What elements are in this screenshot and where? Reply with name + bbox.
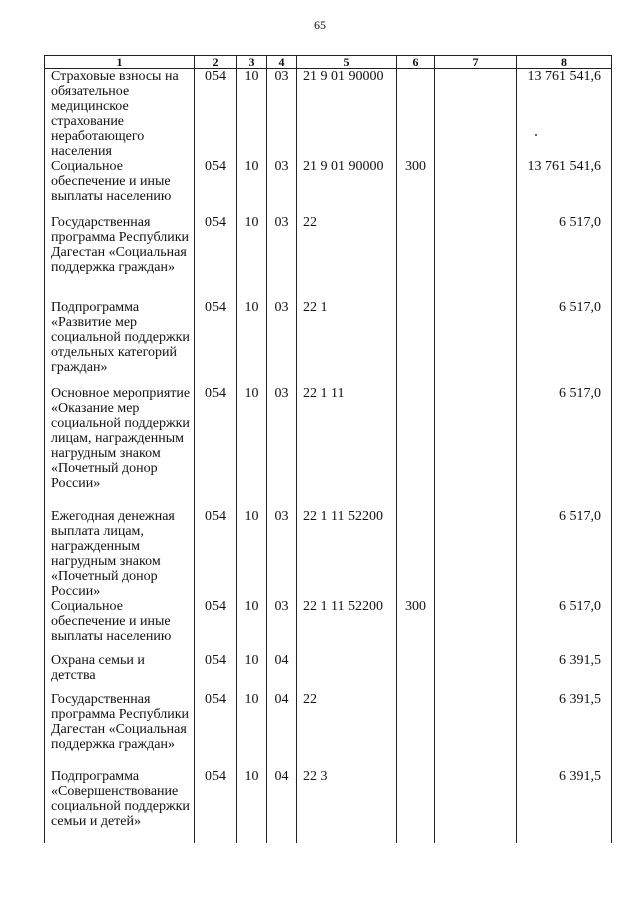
row-col7: [435, 300, 517, 386]
row-subsection: 03: [267, 599, 297, 653]
row-name: Подпрограмма «Совершенствование социальной поддержки семьи и детей»: [45, 769, 195, 843]
row-expense-type: 300: [397, 159, 435, 215]
row-grbs: 054: [195, 386, 237, 509]
row-col7: [435, 215, 517, 300]
row-expense-type: [397, 509, 435, 599]
row-expense-type: [397, 215, 435, 300]
header-row: [45, 56, 612, 69]
row-name: Государственная программа Республики Дагестан «Социальная поддержка граждан»: [45, 692, 195, 769]
header-col-6: 6: [397, 56, 435, 69]
row-grbs: 054: [195, 215, 237, 300]
row-subsection: 03: [267, 300, 297, 386]
row-amount: 6 391,5: [517, 769, 612, 843]
row-grbs: 054: [195, 692, 237, 769]
row-amount: 6 517,0: [517, 509, 612, 599]
header-col-3: 3: [237, 56, 267, 69]
table-row: [45, 599, 612, 653]
table-row: [45, 215, 612, 300]
row-subsection: 03: [267, 159, 297, 215]
row-subsection: 03: [267, 69, 297, 160]
row-name: Государственная программа Республики Дагестан «Социальная поддержка граждан»: [45, 215, 195, 300]
row-grbs: 054: [195, 599, 237, 653]
row-target-article: 22 1 11 52200: [297, 509, 397, 599]
row-name: Социальное обеспечение и иные выплаты населению: [45, 159, 195, 215]
row-col7: [435, 159, 517, 215]
row-target-article: [297, 653, 397, 692]
row-col7: [435, 769, 517, 843]
row-col7: [435, 692, 517, 769]
row-expense-type: [397, 300, 435, 386]
table-row: [45, 509, 612, 599]
table-row: [45, 769, 612, 843]
page-number: 65: [314, 18, 326, 32]
header-col-8: 8: [517, 56, 612, 69]
row-subsection: 04: [267, 692, 297, 769]
row-amount: 6 517,0: [517, 599, 612, 653]
table-row: [45, 69, 612, 160]
table-row: [45, 653, 612, 692]
row-section: 10: [237, 769, 267, 843]
row-expense-type: [397, 386, 435, 509]
row-target-article: 22 1 11: [297, 386, 397, 509]
row-col7: [435, 599, 517, 653]
row-name: Охрана семьи и детства: [45, 653, 195, 692]
row-subsection: 04: [267, 653, 297, 692]
row-name: Подпрограмма «Развитие мер социальной поддержки отдельных категорий граждан»: [45, 300, 195, 386]
header-col-2: 2: [195, 56, 237, 69]
row-subsection: 03: [267, 215, 297, 300]
row-subsection: 03: [267, 386, 297, 509]
row-amount: 6 391,5: [517, 692, 612, 769]
row-expense-type: [397, 692, 435, 769]
scan-speck: [535, 134, 537, 136]
budget-table: [44, 55, 612, 843]
row-amount: 6 391,5: [517, 653, 612, 692]
row-target-article: 21 9 01 90000: [297, 159, 397, 215]
row-amount: 6 517,0: [517, 215, 612, 300]
row-expense-type: [397, 769, 435, 843]
row-target-article: 22 1 11 52200: [297, 599, 397, 653]
row-target-article: 22 3: [297, 769, 397, 843]
row-col7: [435, 386, 517, 509]
header-col-7: 7: [435, 56, 517, 69]
row-section: 10: [237, 692, 267, 769]
row-grbs: 054: [195, 69, 237, 160]
row-section: 10: [237, 509, 267, 599]
header-col-1: 1: [45, 56, 195, 69]
row-amount: 6 517,0: [517, 300, 612, 386]
row-target-article: 22: [297, 692, 397, 769]
row-col7: [435, 653, 517, 692]
row-section: 10: [237, 386, 267, 509]
row-col7: [435, 509, 517, 599]
row-grbs: 054: [195, 653, 237, 692]
row-name: Ежегодная денежная выплата лицам, награжденным нагрудным знаком «Почетный донор России»: [45, 509, 195, 599]
row-target-article: 22: [297, 215, 397, 300]
row-amount: 13 761 541,6: [517, 69, 612, 160]
row-grbs: 054: [195, 159, 237, 215]
table-row: [45, 300, 612, 386]
row-expense-type: [397, 69, 435, 160]
row-section: 10: [237, 300, 267, 386]
row-target-article: 22 1: [297, 300, 397, 386]
row-section: 10: [237, 653, 267, 692]
row-subsection: 04: [267, 769, 297, 843]
row-name: Страховые взносы на обязательное медицинское страхование неработающего населения: [45, 69, 195, 160]
row-grbs: 054: [195, 509, 237, 599]
row-amount: 13 761 541,6: [517, 159, 612, 215]
row-section: 10: [237, 159, 267, 215]
row-name: Социальное обеспечение и иные выплаты населению: [45, 599, 195, 653]
header-col-4: 4: [267, 56, 297, 69]
row-grbs: 054: [195, 769, 237, 843]
header-col-5: 5: [297, 56, 397, 69]
table-row: [45, 159, 612, 215]
row-section: 10: [237, 599, 267, 653]
row-section: 10: [237, 215, 267, 300]
row-col7: [435, 69, 517, 160]
row-expense-type: [397, 653, 435, 692]
row-grbs: 054: [195, 300, 237, 386]
row-expense-type: 300: [397, 599, 435, 653]
table-row: [45, 692, 612, 769]
row-target-article: 21 9 01 90000: [297, 69, 397, 160]
row-subsection: 03: [267, 509, 297, 599]
row-amount: 6 517,0: [517, 386, 612, 509]
row-name: Основное мероприятие «Оказание мер социальной поддержки лицам, награжденным нагрудным знаком «Почетный донор России»: [45, 386, 195, 509]
table-row: [45, 386, 612, 509]
row-section: 10: [237, 69, 267, 160]
